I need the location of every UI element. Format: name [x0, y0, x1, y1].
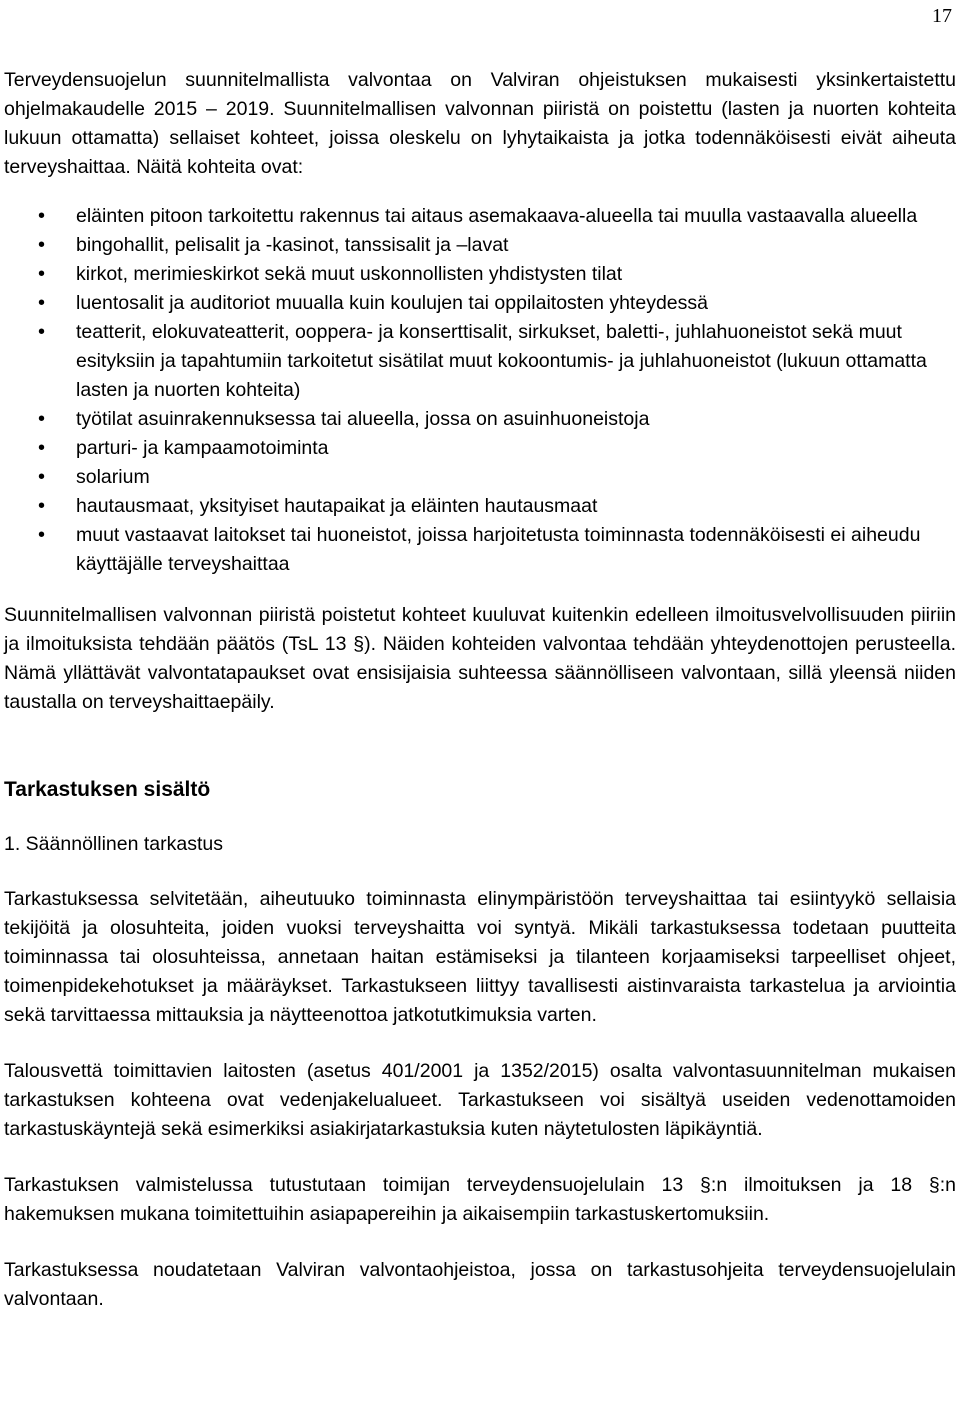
body-paragraph: Tarkastuksen valmistelussa tutustutaan toimijan terveydensuojelulain 13 §:n ilmoituksen ja 18 §:n hakemuksen mukana toimitettuihin asiapapereihin ja aikaisempiin tarkastuskertomuksiin. — [4, 1174, 956, 1225]
exempt-sites-list — [4, 202, 956, 579]
list-item: • bingohallit, pelisalit ja -kasinot, tanssisalit ja –lavat — [4, 231, 956, 260]
section-heading: Tarkastuksen sisältö — [4, 778, 211, 801]
list-item: • työtilat asuinrakennuksessa tai alueella, jossa on asuinhuoneistoja — [4, 405, 956, 434]
list-item: • hautausmaat, yksityiset hautapaikat ja eläinten hautausmaat — [4, 492, 956, 521]
page-number: 17 — [932, 5, 952, 27]
body-paragraph: Tarkastuksessa noudatetaan Valviran valvontaohjeistoa, jossa on tarkastusohjeita terveydensuojelulain valvontaan. — [4, 1259, 956, 1310]
after-list-paragraph: Suunnitelmallisen valvonnan piiristä poistetut kohteet kuuluvat kuitenkin edelleen ilmoitusvelvollisuuden piiriin ja ilmoituksista tehdään päätös (TsL 13 §). Näiden kohteiden valvontaa tehdään yhteydenottojen perusteella. Nämä yllättävät valvontatapaukset ovat ensisijaisia suhteessa säännölliseen valvontaan, sillä yleensä niiden taustalla on terveyshaittaepäily. — [4, 604, 956, 713]
subheading: 1. Säännöllinen tarkastus — [4, 833, 223, 855]
list-item: • muut vastaavat laitokset tai huoneistot, joissa harjoitetusta toiminnasta todennäköisesti ei aiheudu käyttäjälle terveyshaittaa — [4, 521, 956, 579]
list-item: • solarium — [4, 463, 956, 492]
document-body — [4, 66, 956, 1314]
list-item: • parturi- ja kampaamotoiminta — [4, 434, 956, 463]
list-item: • kirkot, merimieskirkot sekä muut uskonnollisten yhdistysten tilat — [4, 260, 956, 289]
intro-paragraph: Terveydensuojelun suunnitelmallista valvontaa on Valviran ohjeistuksen mukaisesti yksinkertaistettu ohjelmakaudelle 2015 – 2019. Suunnitelmallisen valvonnan piiristä on poistettu (lasten ja nuorten kohteita lukuun ottamatta) sellaiset kohteet, joissa oleskelu on lyhytaikaista ja jotka todennäköisesti eivät aiheuta terveyshaittaa. Näitä kohteita ovat: — [4, 69, 956, 178]
body-paragraph: Talousvettä toimittavien laitosten (asetus 401/2001 ja 1352/2015) osalta valvontasuunnitelman mukaisen tarkastuksen kohteena ovat vedenjakelualueet. Tarkastukseen voi sisältyä useiden vedenottamoiden tarkastuskäyntejä sekä esimerkiksi asiakirjatarkastuksia kuten näytetulosten läpikäyntiä. — [4, 1060, 956, 1140]
list-item: • luentosalit ja auditoriot muualla kuin koulujen tai oppilaitosten yhteydessä — [4, 289, 956, 318]
body-paragraph: Tarkastuksessa selvitetään, aiheutuuko toiminnasta elinympäristöön terveyshaittaa tai esiintyykö sellaisia tekijöitä ja olosuhteita, joiden vuoksi terveyshaitta voi syntyä. Mikäli tarkastuksessa todetaan puutteita toiminnassa tai olosuhteissa, annetaan haitan estämiseksi ja tilanteen korjaamiseksi tarpeelliset ohjeet, toimenpidekehotukset ja määräykset. Tarkastukseen liittyy tavallisesti aistinvaraista tarkastelua ja arviointia sekä tarvittaessa mittauksia ja näytteenottoa jatkotutkimuksia varten. — [4, 888, 956, 1026]
list-item: • teatterit, elokuvateatterit, ooppera- ja konserttisalit, sirkukset, baletti-, juhlahuoneistot sekä muut esityksiin ja tapahtumiin tarkoitetut sisätilat muut kokoontumis- ja juhlahuoneistot (lukuun ottamatta lasten ja nuorten kohteita) — [4, 318, 956, 405]
list-item: • eläinten pitoon tarkoitettu rakennus tai aitaus asemakaava-alueella tai muulla vastaavalla alueella — [4, 202, 956, 231]
